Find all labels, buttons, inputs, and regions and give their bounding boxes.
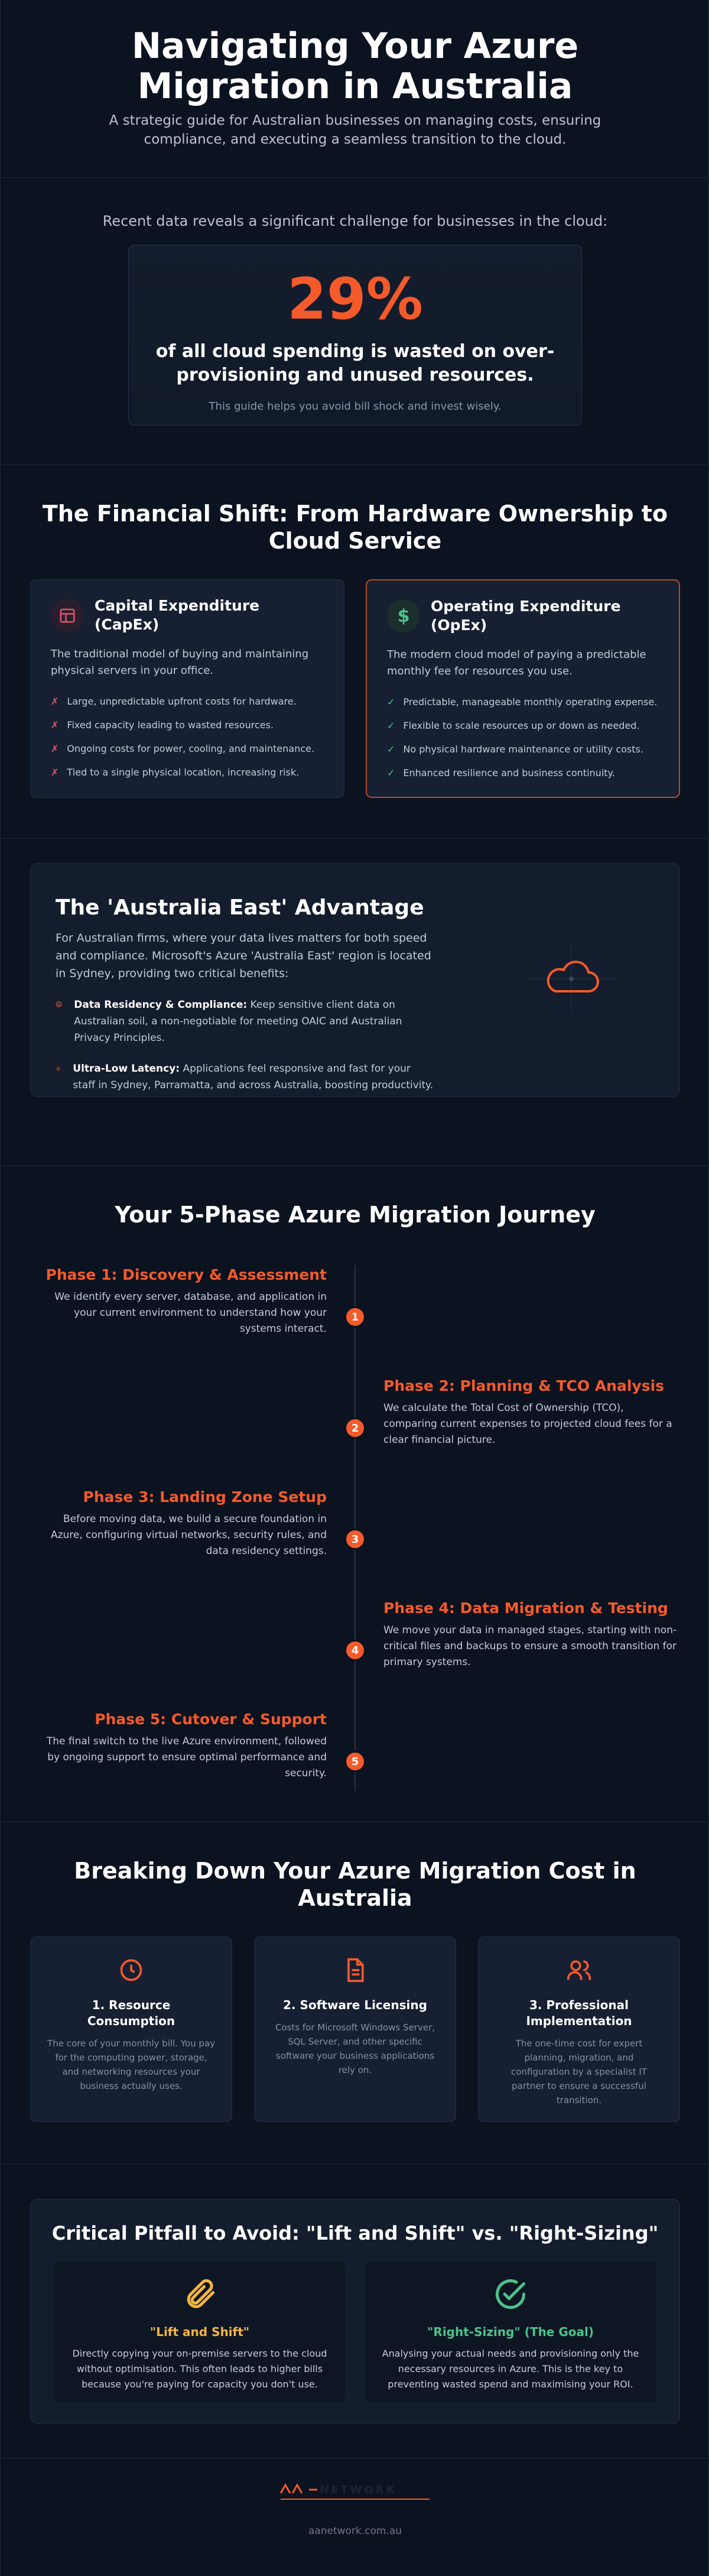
timeline-line (354, 1265, 356, 1791)
calendar-icon (51, 599, 84, 632)
stat-note: This guide helps you avoid bill shock and invest wisely. (209, 400, 502, 413)
check-icon: ✓ (387, 696, 395, 708)
company-logo (278, 2479, 432, 2505)
footer-url[interactable]: aanetwork.com.au (308, 2525, 402, 2537)
australia-desc: For Australian firms, where your data lives matters for both speed and compliance. Microsoft's Azure 'Australia East' region is located in Sydney, providing two critical benefits: (56, 932, 431, 980)
section-divider (1, 177, 709, 178)
svg-text:NETWORK: NETWORK (320, 2484, 397, 2496)
opex-list (387, 696, 659, 779)
australia-card (30, 863, 680, 1097)
pitfall-title: Critical Pitfall to Avoid: "Lift and Shift" vs. "Right-Sizing" (51, 2222, 659, 2244)
capex-list (51, 696, 324, 778)
section-divider (1, 838, 709, 839)
opex-title: Operating Expenditure (OpEx) (431, 598, 621, 634)
section-divider (1, 2163, 709, 2164)
capex-card (30, 579, 344, 798)
list-item: ✗ Ongoing costs for power, cooling, and maintenance. (51, 743, 315, 754)
cost-card: 2. Software Licensing Costs for Microsoft Windows Server, SQL Server, and other specific software your business applications rely on. (254, 1936, 456, 2122)
phase-1: Phase 1: Discovery & Assessment We identify every server, database, and application in your current environment to understand how your systems interact. (45, 1266, 327, 1335)
opex-card (366, 579, 680, 798)
pitfall-card (30, 2199, 680, 2423)
lightning-icon: ⟡ (56, 1064, 61, 1073)
check-icon: ✓ (387, 767, 395, 778)
lift-shift-box: "Lift and Shift" Directly copying your on-premise servers to the cloud without optimisation. This often leads to higher bills because you're paying for capacity you don't use. (54, 2262, 345, 2402)
check-icon: ✓ (387, 720, 395, 731)
cross-icon: ✗ (51, 696, 59, 707)
clock-icon (47, 1957, 215, 1985)
cost-card: 1. Resource Consumption The core of your monthly bill. You pay for the computing power, storage, and networking resources your business actually uses. (30, 1936, 232, 2122)
cross-icon: ✗ (51, 743, 59, 754)
list-item: ✓ Predictable, manageable monthly operating expense. (387, 696, 658, 708)
cloud-icon (527, 946, 616, 1011)
phase-2: Phase 2: Planning & TCO Analysis We calculate the Total Cost of Ownership (TCO), comparing current expenses to projected cloud fees for a clear financial picture. (383, 1377, 672, 1446)
australia-title: The 'Australia East' Advantage (56, 896, 424, 920)
dollar-icon: $ (387, 599, 420, 632)
stat-text: of all cloud spending is wasted on over-provisioning and unused resources. (155, 341, 555, 385)
phase-number: 1 (344, 1306, 366, 1328)
list-item: ✗ Fixed capacity leading to wasted resources. (51, 719, 274, 731)
page-subtitle: A strategic guide for Australian businesses on managing costs, ensuring compliance, and executing a seamless transition to the cloud. (109, 113, 601, 147)
location-pin-icon: ⦾ (56, 1000, 63, 1010)
list-item: ✗ Tied to a single physical location, increasing risk. (51, 767, 300, 778)
australia-benefit: ⟡ Ultra-Low Latency: Applications feel responsive and fast for your staff in Sydney, Parramatta, and across Australia, boosting productivity. (56, 1060, 434, 1094)
financial-title: The Financial Shift: From Hardware Ownership to Cloud Service (42, 501, 668, 554)
phase-4: Phase 4: Data Migration & Testing We move your data in managed stages, starting with non-critical files and backups to ensure a smooth transition for primary systems. (383, 1600, 677, 1668)
cross-icon: ✗ (51, 719, 59, 731)
australia-benefit: ⦾ Data Residency & Compliance: Keep sensitive client data on Australian soil, a non-negotiable for meeting OAIC and Australian Privacy Principles. (56, 997, 434, 1046)
phase-number: 4 (344, 1640, 366, 1661)
cost-card: 3. Professional Implementation The one-time cost for expert planning, migration, and configuration by a specialist IT partner to ensure a successful transition. (478, 1936, 680, 2122)
stat-value: 29% (287, 266, 423, 332)
right-sizing-box: "Right-Sizing" (The Goal) Analysing your actual needs and provisioning only the necessary resources in Azure. This is the key to preventing wasted spend and maximising your ROI. (365, 2262, 656, 2402)
document-icon (271, 1957, 439, 1985)
list-item: ✓ Flexible to scale resources up or down as needed. (387, 720, 640, 731)
phase-number: 5 (344, 1751, 366, 1772)
list-item: ✗ Large, unpredictable upfront costs for hardware. (51, 696, 297, 707)
users-icon (495, 1957, 663, 1985)
check-icon: ✓ (387, 744, 395, 755)
capex-title: Capital Expenditure (CapEx) (95, 597, 260, 633)
list-item: ✓ No physical hardware maintenance or utility costs. (387, 744, 643, 755)
check-circle-icon (379, 2276, 642, 2315)
phase-number: 3 (344, 1529, 366, 1550)
stat-card (128, 245, 582, 426)
opex-desc: The modern cloud model of paying a predictable monthly fee for resources you use. (387, 648, 646, 677)
costs-title: Breaking Down Your Azure Migration Cost in Australia (74, 1858, 636, 1911)
phase-number: 2 (344, 1417, 366, 1439)
capex-desc: The traditional model of buying and maintaining physical servers in your office. (51, 648, 309, 677)
phase-5: Phase 5: Cutover & Support The final switch to the live Azure environment, followed by ongoing support to ensure optimal performance and security. (46, 1711, 327, 1779)
page-title: Navigating Your Azure Migration in Australia (131, 25, 579, 107)
paperclip-icon (69, 2276, 331, 2315)
cross-icon: ✗ (51, 767, 59, 778)
journey-title: Your 5-Phase Azure Migration Journey (115, 1202, 596, 1228)
phase-3: Phase 3: Landing Zone Setup Before moving data, we build a secure foundation in Azure, configuring virtual networks, security rules, and data residency settings. (50, 1488, 327, 1557)
list-item: ✓ Enhanced resilience and business continuity. (387, 767, 615, 778)
stat-intro: Recent data reveals a significant challenge for businesses in the cloud: (102, 213, 608, 229)
